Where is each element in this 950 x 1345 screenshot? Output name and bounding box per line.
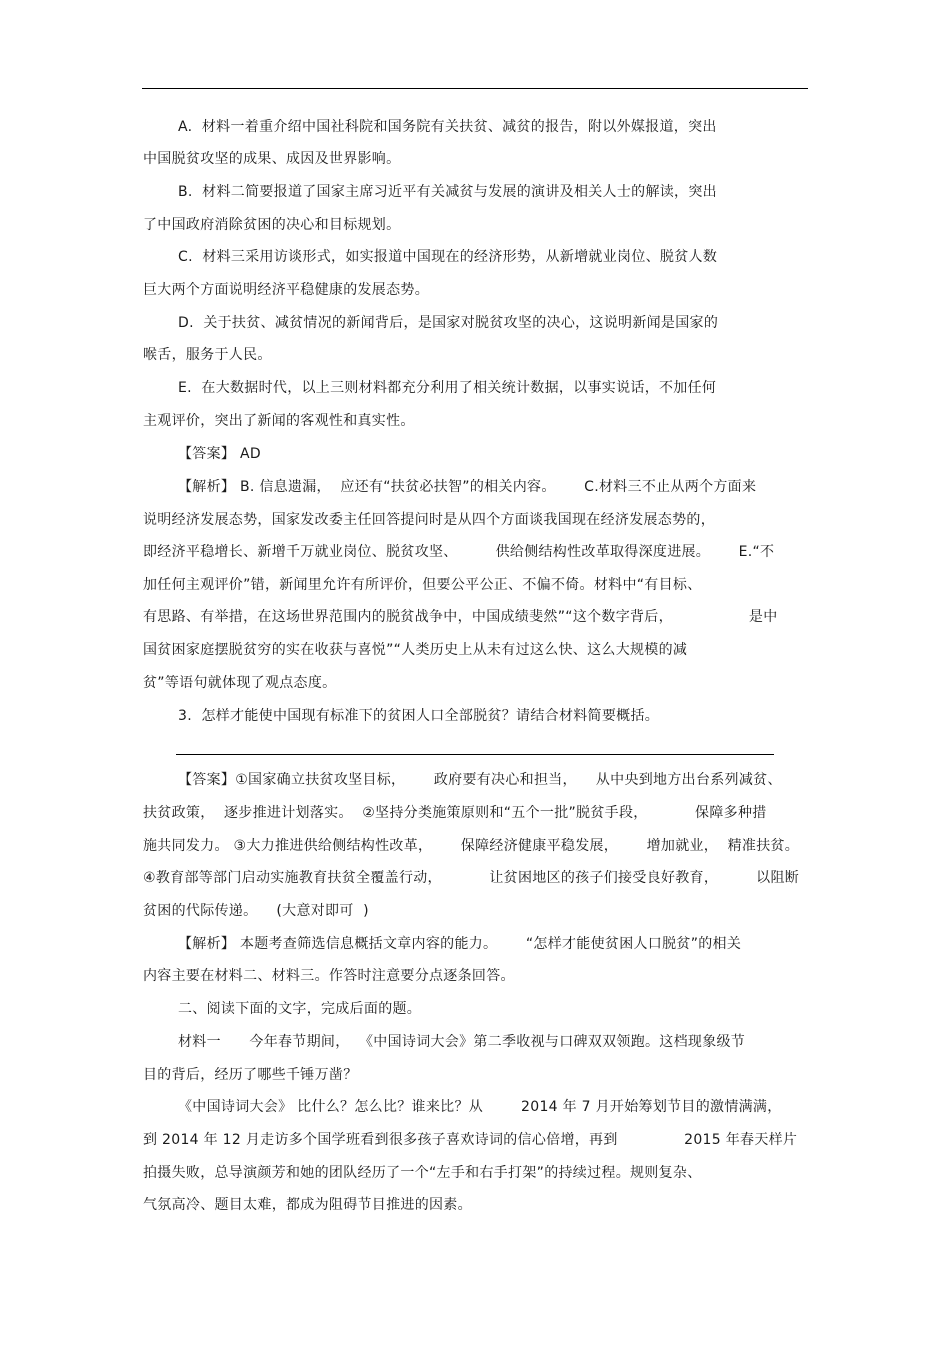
answer-3-line-4: ④教育部等部门启动实施教育扶贫全覆盖行动， 让贫困地区的孩子们接受良好教育， 以阻断 — [143, 870, 800, 886]
answer-blank-line — [176, 754, 774, 755]
option-d-line-2: 喉舌，服务于人民。 — [143, 347, 272, 363]
material-one-line-4: 到 2014 年 12 月走访多个国学班看到很多孩子喜欢诗词的信心倍增，再到 2015 年春天样片 — [143, 1132, 798, 1148]
material-one-line-6: 气氛高冷、题目太难，都成为阻碍节目推进的因素。 — [143, 1197, 472, 1213]
option-d-line-1: D. 关于扶贫、减贫情况的新闻背后，是国家对脱贫攻坚的决心，这说明新闻是国家的 — [178, 315, 719, 331]
material-one-line-5: 拍摄失败，总导演颜芳和她的团队经历了一个“左手和右手打架”的持续过程。规则复杂、 — [143, 1165, 702, 1181]
analysis-line-5: 有思路、有举措，在这场世界范围内的脱贫战争中，中国成绩斐然”“这个数字背后， 是中 — [143, 609, 778, 625]
analysis-line-3: 即经济平稳增长、新增千万就业岗位、脱贫攻坚、 供给侧结构性改革取得深度进展。 E.“不 — [143, 544, 775, 560]
option-e-line-1: E. 在大数据时代，以上三则材料都充分利用了相关统计数据，以事实说话，不加任何 — [178, 380, 717, 396]
section-two-heading: 二、阅读下面的文字，完成后面的题。 — [178, 1001, 422, 1017]
option-b-line-1: B. 材料二简要报道了国家主席习近平有关减贫与发展的演讲及相关人士的解读，突出 — [178, 184, 717, 200]
material-one-line-2: 目的背后，经历了哪些千锤万凿？ — [143, 1067, 358, 1083]
material-one-line-3: 《中国诗词大会》 比什么？怎么比？谁来比？从 2014 年 7 月开始筹划节目的激情满满， — [178, 1099, 782, 1115]
analysis-line-4: 加任何主观评价”错，新闻里允许有所评价，但要公平公正、不偏不倚。材料中“有目标、 — [143, 577, 702, 593]
answer-3-line-3: 施共同发力。 ③大力推进供给侧结构性改革， 保障经济健康平稳发展， 增加就业， 精准扶贫。 — [143, 838, 800, 854]
analysis-line-7: 贫”等语句就体现了观点态度。 — [143, 675, 337, 691]
option-e-line-2: 主观评价，突出了新闻的客观性和真实性。 — [143, 413, 415, 429]
option-a-line-1: A. 材料一着重介绍中国社科院和国务院有关扶贫、减贫的报告，附以外媒报道，突出 — [178, 119, 717, 135]
header-rule — [142, 88, 808, 89]
option-a-line-2: 中国脱贫攻坚的成果、成因及世界影响。 — [143, 151, 401, 167]
material-one-line-1: 材料一 今年春节期间， 《中国诗词大会》第二季收视与口碑双双领跑。这档现象级节 — [178, 1034, 746, 1050]
answer-3-line-5: 贫困的代际传递。 (大意对即可 ) — [143, 903, 369, 919]
question-3: 3. 怎样才能使中国现有标准下的贫困人口全部脱贫？请结合材料简要概括。 — [178, 708, 660, 724]
option-c-line-1: C. 材料三采用访谈形式，如实报道中国现在的经济形势，从新增就业岗位、脱贫人数 — [178, 249, 718, 265]
option-b-line-2: 了中国政府消除贫困的决心和目标规划。 — [143, 217, 401, 233]
analysis-3-line-2: 内容主要在材料二、材料三。作答时注意要分点逐条回答。 — [143, 968, 515, 984]
option-c-line-2: 巨大两个方面说明经济平稳健康的发展态势。 — [143, 282, 429, 298]
analysis-line-2: 说明经济发展态势，国家发改委主任回答提问时是从四个方面谈我国现在经济发展态势的， — [143, 512, 715, 528]
answer-line: 【答案】 AD — [178, 446, 261, 462]
analysis-3-line-1: 【解析】 本题考查筛选信息概括文章内容的能力。 “怎样才能使贫困人口脱贫”的相关 — [178, 936, 742, 952]
analysis-line-1: 【解析】 B. 信息遗漏， 应还有“扶贫必扶智”的相关内容。 C.材料三不止从两个方面来 — [178, 479, 757, 495]
analysis-line-6: 国贫困家庭摆脱贫穷的实在收获与喜悦”“人类历史上从未有过这么快、这么大规模的减 — [143, 642, 688, 658]
answer-3-line-2: 扶贫政策， 逐步推进计划落实。 ②坚持分类施策原则和“五个一批”脱贫手段， 保障多种措 — [143, 805, 767, 821]
answer-3-line-1: 【答案】①国家确立扶贫攻坚目标， 政府要有决心和担当， 从中央到地方出台系列减贫、 — [178, 772, 782, 788]
